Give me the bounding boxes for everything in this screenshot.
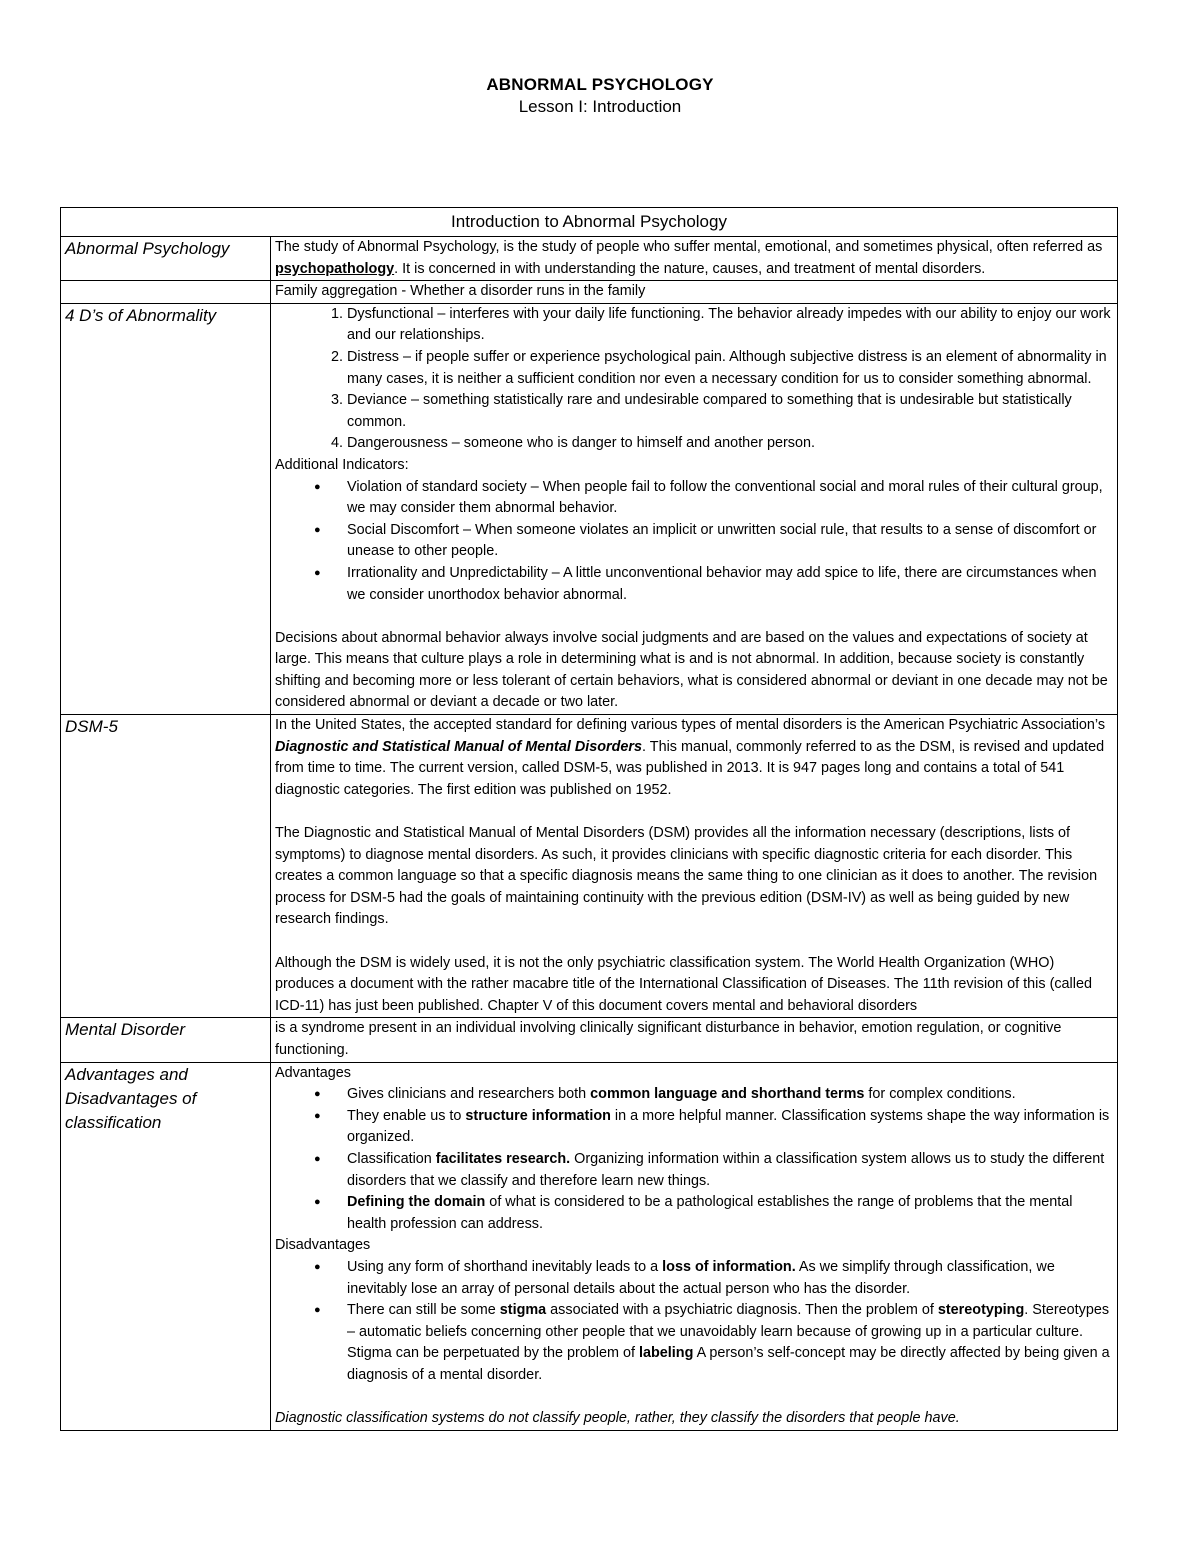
list-item-text: Classification: [347, 1150, 436, 1167]
emphasis-text: common language and shorthand terms: [590, 1086, 865, 1103]
list-item-text: A person’s self-concept may be directly affected by being given a diagnosis of a mental disorder.: [347, 1345, 1110, 1383]
additional-indicators-list: [275, 477, 1113, 607]
list-item-text: Violation of standard society – When people fail to follow the conventional social and moral rules of their cultural group, we may consider them abnormal behavior.: [347, 478, 1103, 517]
emphasis-text: loss of information.: [662, 1258, 796, 1275]
term-classification: Advantages and Disadvantages of classification: [61, 1062, 271, 1430]
bullet-icon: ●: [314, 1152, 321, 1165]
list-item-text: in a more helpful manner. Classification systems shape the way information is organized.: [347, 1107, 1110, 1146]
bullet-icon: ●: [314, 1260, 321, 1273]
definition-text: . It is concerned in with understanding the nature, causes, and treatment of mental disorders.: [394, 260, 986, 277]
advantages-list: [275, 1084, 1113, 1235]
definition-abnormal-psychology: [271, 237, 1118, 281]
list-item: 2. Distress – if people suffer or experience psychological pain. Although subjective distress is an element of abnormality in many cases, it is neither a sufficient condition nor even a necessary condition for us to consider something abnormal.: [347, 347, 1113, 390]
table-row: [61, 1018, 1118, 1062]
document-subtitle: Lesson I: Introduction: [518, 97, 682, 116]
bullet-icon: ●: [314, 523, 321, 536]
family-aggregation-note: Family aggregation - Whether a disorder runs in the family: [271, 281, 1118, 304]
term-empty: [61, 281, 271, 304]
term-dsm5: DSM-5: [61, 715, 271, 1018]
advantages-label: Advantages: [275, 1064, 352, 1081]
emphasis-text: stereotyping: [937, 1302, 1025, 1319]
list-item: [314, 1084, 1113, 1106]
definition-text: The study of Abnormal Psychology, is the study of people who suffer mental, emotional, and sometimes physical, often referred as: [275, 239, 1103, 255]
list-item-text: Gives clinicians and researchers both: [347, 1086, 591, 1103]
list-item-text: associated with a psychiatric diagnosis. Then the problem of: [546, 1302, 938, 1319]
term-abnormal-psychology: Abnormal Psychology: [61, 237, 271, 281]
bullet-icon: ●: [314, 1109, 321, 1122]
table-heading-row: [61, 208, 1118, 237]
bullet-icon: ●: [314, 1196, 321, 1209]
disadvantages-list: [275, 1257, 1113, 1387]
classification-content: [271, 1062, 1118, 1430]
table-row: [61, 715, 1118, 1018]
table-heading: Introduction to Abnormal Psychology: [61, 208, 1118, 237]
bullet-icon: ●: [314, 566, 321, 579]
list-item: [314, 1149, 1113, 1192]
notes-table: [60, 207, 1118, 1431]
bullet-icon: ●: [314, 1304, 321, 1317]
list-item-text: for complex conditions.: [864, 1086, 1016, 1103]
list-item-text: . Stereotypes – automatic beliefs concerning other people that we unavoidably learn because of growing up in a particular culture. Stigma can be perpetuated by the problem of: [347, 1302, 1110, 1362]
additional-indicators-label: Additional Indicators:: [275, 456, 409, 473]
emphasis-text: stigma: [499, 1302, 547, 1319]
emphasis-text: Defining the domain: [347, 1194, 486, 1211]
term-mental-disorder: Mental Disorder: [61, 1018, 271, 1062]
list-item-text: Irrationality and Unpredictability – A little unconventional behavior may add spice to life, there are circumstances when we consider unorthodox behavior abnormal.: [347, 564, 1097, 603]
list-item-text: Social Discomfort – When someone violates an implicit or unwritten social rule, that results to a sense of discomfort or unease to other people.: [347, 521, 1097, 560]
emphasis-text: structure information: [465, 1107, 611, 1124]
four-ds-list: [275, 304, 1113, 455]
list-item-text: They enable us to: [347, 1107, 466, 1124]
list-item: [314, 563, 1113, 606]
bullet-icon: ●: [314, 1088, 321, 1101]
list-item: [314, 1257, 1113, 1300]
spacer: [275, 606, 1113, 628]
list-item: [314, 1300, 1113, 1386]
dsm5-content: [271, 715, 1118, 1018]
term-four-ds: 4 D’s of Abnormality: [61, 303, 271, 714]
four-ds-content: [271, 303, 1118, 714]
spacer: [275, 931, 1113, 953]
four-ds-closing-paragraph: Decisions about abnormal behavior always involve social judgments and are based on the values and expectations of society at large. This means that culture plays a role in determining what is and is not abnormal. In addition, because society is constantly shifting and becoming more or less tolerant of certain behaviors, what is considered abnormal or deviant in one decade may not be considered abnormal or deviant a decade or two later.: [275, 629, 1108, 711]
list-item: [314, 1106, 1113, 1149]
list-item: [314, 520, 1113, 563]
list-item: [314, 1192, 1113, 1235]
table-row: [61, 281, 1118, 304]
table-row: [61, 237, 1118, 281]
emphasis-text: facilitates research.: [435, 1150, 571, 1167]
paragraph-text: In the United States, the accepted standard for defining various types of mental disorders is the American Psychiatric Association’s: [275, 717, 1106, 734]
table-row: [61, 303, 1118, 714]
keyword-psychopathology: psychopathology: [275, 260, 395, 277]
disadvantages-label: Disadvantages: [275, 1237, 371, 1254]
list-item-text: There can still be some: [347, 1302, 500, 1319]
document-header: [0, 74, 1200, 118]
dsm5-paragraph-3: Although the DSM is widely used, it is not the only psychiatric classification system. The World Health Organization (WHO) produces a document with the rather macabre title of the International Classification of Diseases. The 11th revision of this (called ICD-11) has just been published. Chapter V of this document covers mental and behavioral disorders: [275, 954, 1092, 1014]
spacer: [275, 1386, 1113, 1408]
list-item: 3. Deviance – something statistically rare and undesirable compared to something that is undesirable but statistically common.: [347, 390, 1113, 433]
list-item-text: Using any form of shorthand inevitably leads to a: [347, 1258, 663, 1275]
bullet-icon: ●: [314, 480, 321, 493]
list-item: 4. Dangerousness – someone who is danger to himself and another person.: [347, 433, 1113, 455]
classification-closing-statement: Diagnostic classification systems do not classify people, rather, they classify the disorders that people have.: [275, 1410, 960, 1427]
list-item-text: of what is considered to be a pathological establishes the range of problems that the mental health profession can address.: [347, 1194, 1073, 1232]
dsm5-paragraph-1: [275, 715, 1113, 801]
spacer: [275, 801, 1113, 823]
list-item-text: As we simplify through classification, we inevitably lose an array of personal details about the actual person who has the disorder.: [347, 1258, 1055, 1297]
document-title: ABNORMAL PSYCHOLOGY: [486, 75, 714, 94]
list-item: [314, 477, 1113, 520]
dsm-title: Diagnostic and Statistical Manual of Mental Disorders: [275, 738, 643, 755]
table-row: [61, 1062, 1118, 1430]
paragraph-text: . This manual, commonly referred to as the DSM, is revised and updated from time to time. The current version, called DSM-5, was published in 2013. It is 947 pages long and contains a total of 541 diagnostic categories. The first edition was published on 1952.: [275, 738, 1105, 798]
emphasis-text: labeling: [639, 1345, 694, 1362]
dsm5-paragraph-2: The Diagnostic and Statistical Manual of Mental Disorders (DSM) provides all the information necessary (descriptions, lists of symptoms) to diagnose mental disorders. As such, it provides clinicians with specific diagnostic criteria for each disorder. This creates a common language so that a specific diagnosis means the same thing to one clinician as it does to another. The revision process for DSM-5 had the goals of maintaining continuity with the previous edition (DSM-IV) as well as being guided by new research findings.: [275, 825, 1098, 928]
list-item: 1. Dysfunctional – interferes with your daily life functioning. The behavior already impedes with our ability to enjoy our work and our relationships.: [347, 304, 1113, 347]
definition-mental-disorder: is a syndrome present in an individual involving clinically significant disturbance in behavior, emotion regulation, or cognitive functioning.: [271, 1018, 1118, 1062]
list-item-text: Organizing information within a classification system allows us to study the different disorders that we classify and therefore learn new things.: [347, 1150, 1105, 1189]
